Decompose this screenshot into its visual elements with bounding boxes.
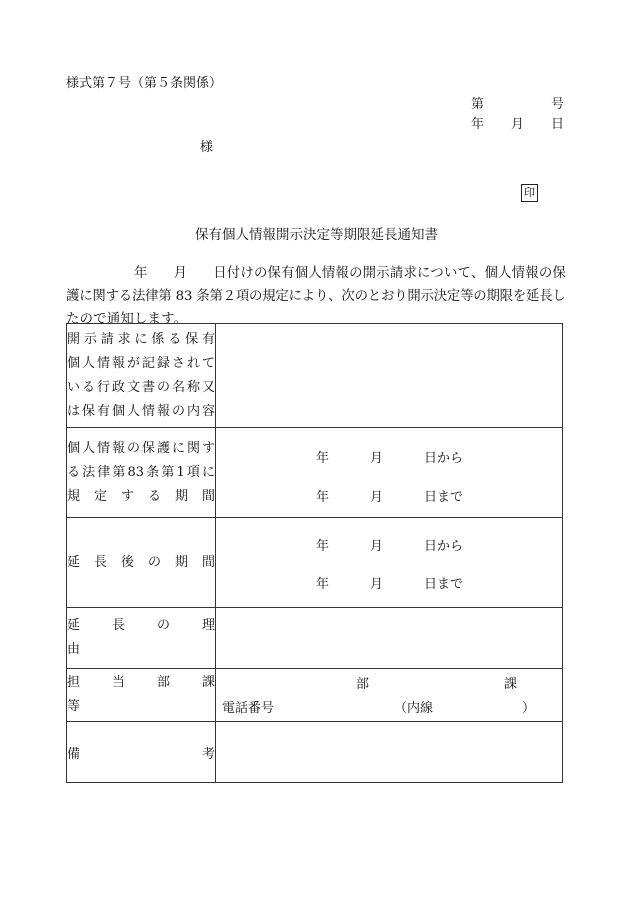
remarks-label-right: 考 xyxy=(201,746,215,762)
document-title: 保有個人情報開示決定等期限延長通知書 xyxy=(195,227,438,243)
table-row-contact xyxy=(67,669,563,722)
date-month: 月 xyxy=(511,117,525,132)
contact-section: 課 xyxy=(504,677,518,692)
label-remarks xyxy=(67,722,216,783)
contact-phone-label: 電話番号 xyxy=(222,701,275,716)
form-number: 様式第７号（第５条関係） xyxy=(66,76,223,91)
doc-number-prefix: 第 xyxy=(471,97,485,112)
table-row-document xyxy=(67,324,563,428)
details-table xyxy=(66,323,563,783)
table-row-statutory-period xyxy=(67,428,563,518)
value-document-name[interactable] xyxy=(216,324,563,428)
contact-extension-open: （内線 xyxy=(394,701,434,716)
value-extended-period[interactable]: 年 月 日から 年 月 日まで xyxy=(216,518,563,608)
doc-number-suffix: 号 xyxy=(551,97,565,112)
table-row-reason xyxy=(67,608,563,669)
paragraph-line-3: たので通知します。 xyxy=(66,312,188,327)
date-day: 日 xyxy=(551,117,565,132)
label-statutory-period: 個人情報の保護に関す る法律第83条第1項に 規 定 す る 期 間 xyxy=(67,428,216,518)
remarks-label-left: 備 xyxy=(67,746,81,762)
label-contact-department: 担 当 部 課 等 xyxy=(67,669,216,722)
label-extended-period: 延 長 後 の 期 間 xyxy=(67,518,216,608)
paragraph-line-2: 護に関する法律第 83 条第２項の規定により、次のとおり開示決定等の期限を延長し xyxy=(66,289,566,304)
table-row-extended-period xyxy=(67,518,563,608)
date-year: 年 xyxy=(471,117,485,132)
paragraph-line-1-text: 日付けの保有個人情報の開示請求について、個人情報の保 xyxy=(213,266,567,281)
label-reason: 延 長 の 理 由 xyxy=(67,608,216,669)
contact-extension-close: ） xyxy=(522,701,536,716)
seal-mark: 印 xyxy=(521,184,538,202)
addressee-suffix: 様 xyxy=(200,140,214,155)
paragraph-line-1 xyxy=(66,262,566,285)
table-row-remarks xyxy=(67,722,563,783)
notice-paragraph xyxy=(66,262,566,331)
paragraph-year: 年 xyxy=(134,266,148,281)
contact-dept: 部 xyxy=(356,677,370,692)
value-statutory-period[interactable]: 年 月 日から 年 月 日まで xyxy=(216,428,563,518)
paragraph-month: 月 xyxy=(173,266,188,281)
value-remarks[interactable] xyxy=(216,722,563,783)
value-reason[interactable] xyxy=(216,608,563,669)
value-contact[interactable] xyxy=(216,669,563,722)
label-document-name: 開示請求に係る保有 個人情報が記録されて いる行政文書の名称又 は保有個人情報の内容 xyxy=(67,324,216,428)
